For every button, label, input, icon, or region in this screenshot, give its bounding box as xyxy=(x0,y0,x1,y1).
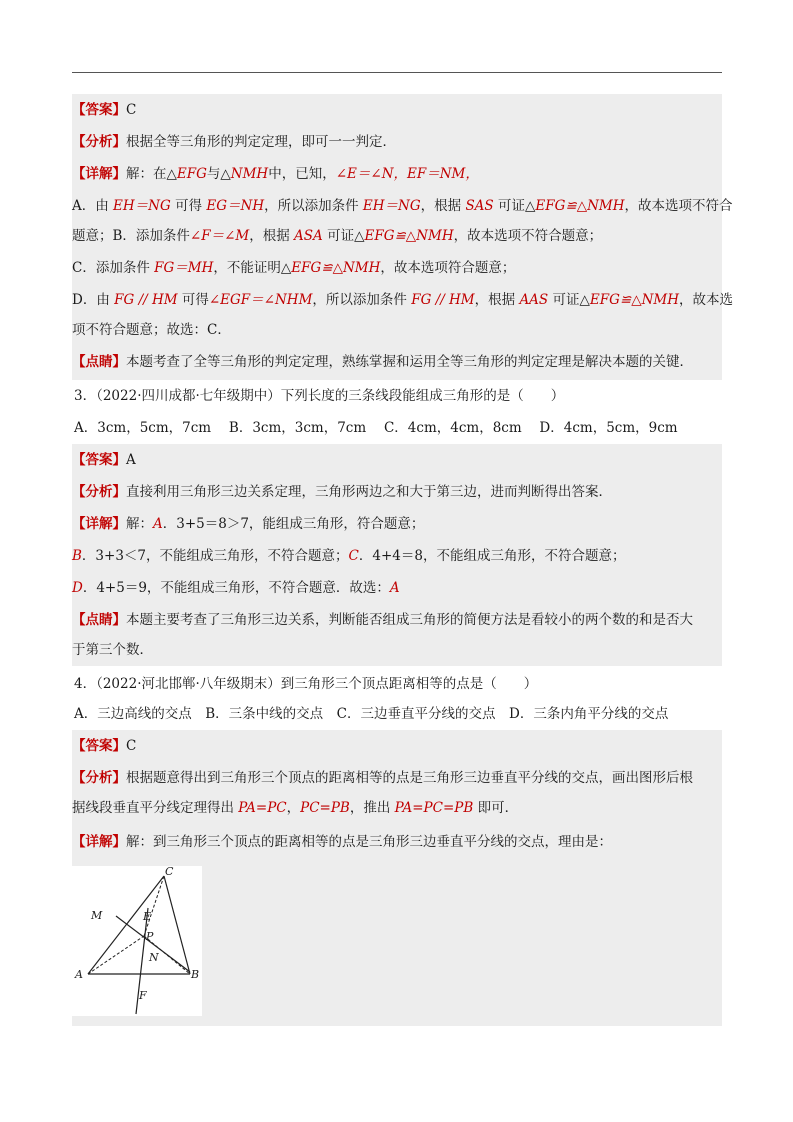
label-m: M xyxy=(91,909,103,922)
label-f: F xyxy=(139,989,147,1002)
label-n: N xyxy=(149,951,159,964)
q3-stem: 3．（2022·四川成都·七年级期中）下列长度的三条线段能组成三角形的是（ ） xyxy=(74,388,565,404)
q3-comment-line1: 【点睛】本题主要考查了三角形三边关系，判断能否组成三角形的简便方法是看较小的两个数的和是否大 xyxy=(72,612,693,628)
q3-comment-line2: 于第三个数． xyxy=(72,642,153,658)
q3-detail-line1: 【详解】解：A．3+5＝8＞7，能组成三角形，符合题意； xyxy=(72,516,425,532)
q4-analysis-line2: 据线段垂直平分线定理得出 PA=PC，PC=PB，推出 PA=PC=PB 即可． xyxy=(72,800,519,816)
q3-detail-line2: B．3+3＜7，不能组成三角形，不符合题意；C．4+4＝8，不能组成三角形，不符合题意； xyxy=(72,548,626,564)
q2-option-d-line2: 项不符合题意；故选：C． xyxy=(72,322,231,338)
q2-solution-block xyxy=(72,94,733,380)
triangle-diagram xyxy=(72,866,202,1016)
label-e: E xyxy=(143,910,152,923)
q2-option-d-line1: D．由 FG // HM 可得∠EGF＝∠NHM，所以添加条件 FG // HM，根据 AAS 可证△EFG≌△NMH，故本选 xyxy=(72,292,733,308)
segment-pa xyxy=(88,936,144,974)
q3-options: A．3cm，5cm，7cm B．3cm，3cm，7cm C．4cm，4cm，8cm D．4cm，5cm，9cm xyxy=(74,420,678,436)
q4-stem: 4．（2022·河北邯郸·八年级期末）到三角形三个顶点距离相等的点是（ ） xyxy=(74,676,538,692)
q4-answer-line: 【答案】C xyxy=(72,738,137,754)
q2-comment-line: 【点睛】本题考查了全等三角形的判定定理，熟练掌握和运用全等三角形的判定定理是解决本题的关键． xyxy=(72,354,693,370)
q3-analysis-line: 【分析】直接利用三角形三边关系定理，三角形两边之和大于第三边，进而判断得出答案． xyxy=(72,484,612,500)
q2-option-a-line1: A．由 EH＝NG 可得 EG＝NH，所以添加条件 EH＝NG，根据 SAS 可证△EFG≌△NMH，故本选项不符合 xyxy=(72,198,733,214)
q2-detail-line: 【详解】解：在△EFG与△NMH中，已知，∠E＝∠N，EF＝NM， xyxy=(72,166,479,182)
q4-analysis-line1: 【分析】根据题意得出到三角形三个顶点的距离相等的点是三角形三边垂直平分线的交点，画出图形后根 xyxy=(72,770,693,786)
label-a: A xyxy=(75,968,83,981)
label-c: C xyxy=(165,866,174,878)
q2-option-c-line: C．添加条件 FG＝MH，不能证明△EFG≌△NMH，故本选项符合题意； xyxy=(72,260,516,276)
q4-options: A．三边高线的交点 B．三条中线的交点 C．三边垂直平分线的交点 D．三条内角平分线的交点 xyxy=(74,706,669,722)
q2-analysis-line: 【分析】根据全等三角形的判定定理，即可一一判定． xyxy=(72,134,396,150)
triangle-diagram-svg xyxy=(72,866,202,1016)
segment-pc xyxy=(144,876,164,936)
label-p: P xyxy=(146,930,154,943)
header-rule xyxy=(72,72,722,73)
q2-answer-line: 【答案】C xyxy=(72,102,137,118)
q3-detail-line3: D．4+5＝9，不能组成三角形，不符合题意．故选：A xyxy=(72,580,400,596)
q2-option-a-line2: 题意；B．添加条件∠F＝∠M，根据 ASA 可证△EFG≌△NMH，故本选项不符合题意； xyxy=(72,228,603,244)
side-cb xyxy=(164,876,190,974)
q3-solution-block xyxy=(72,444,722,666)
label-b: B xyxy=(191,968,200,981)
q3-answer-line: 【答案】A xyxy=(72,452,136,468)
q4-detail-line: 【详解】解：到三角形三个顶点的距离相等的点是三角形三边垂直平分线的交点，理由是： xyxy=(72,834,612,850)
